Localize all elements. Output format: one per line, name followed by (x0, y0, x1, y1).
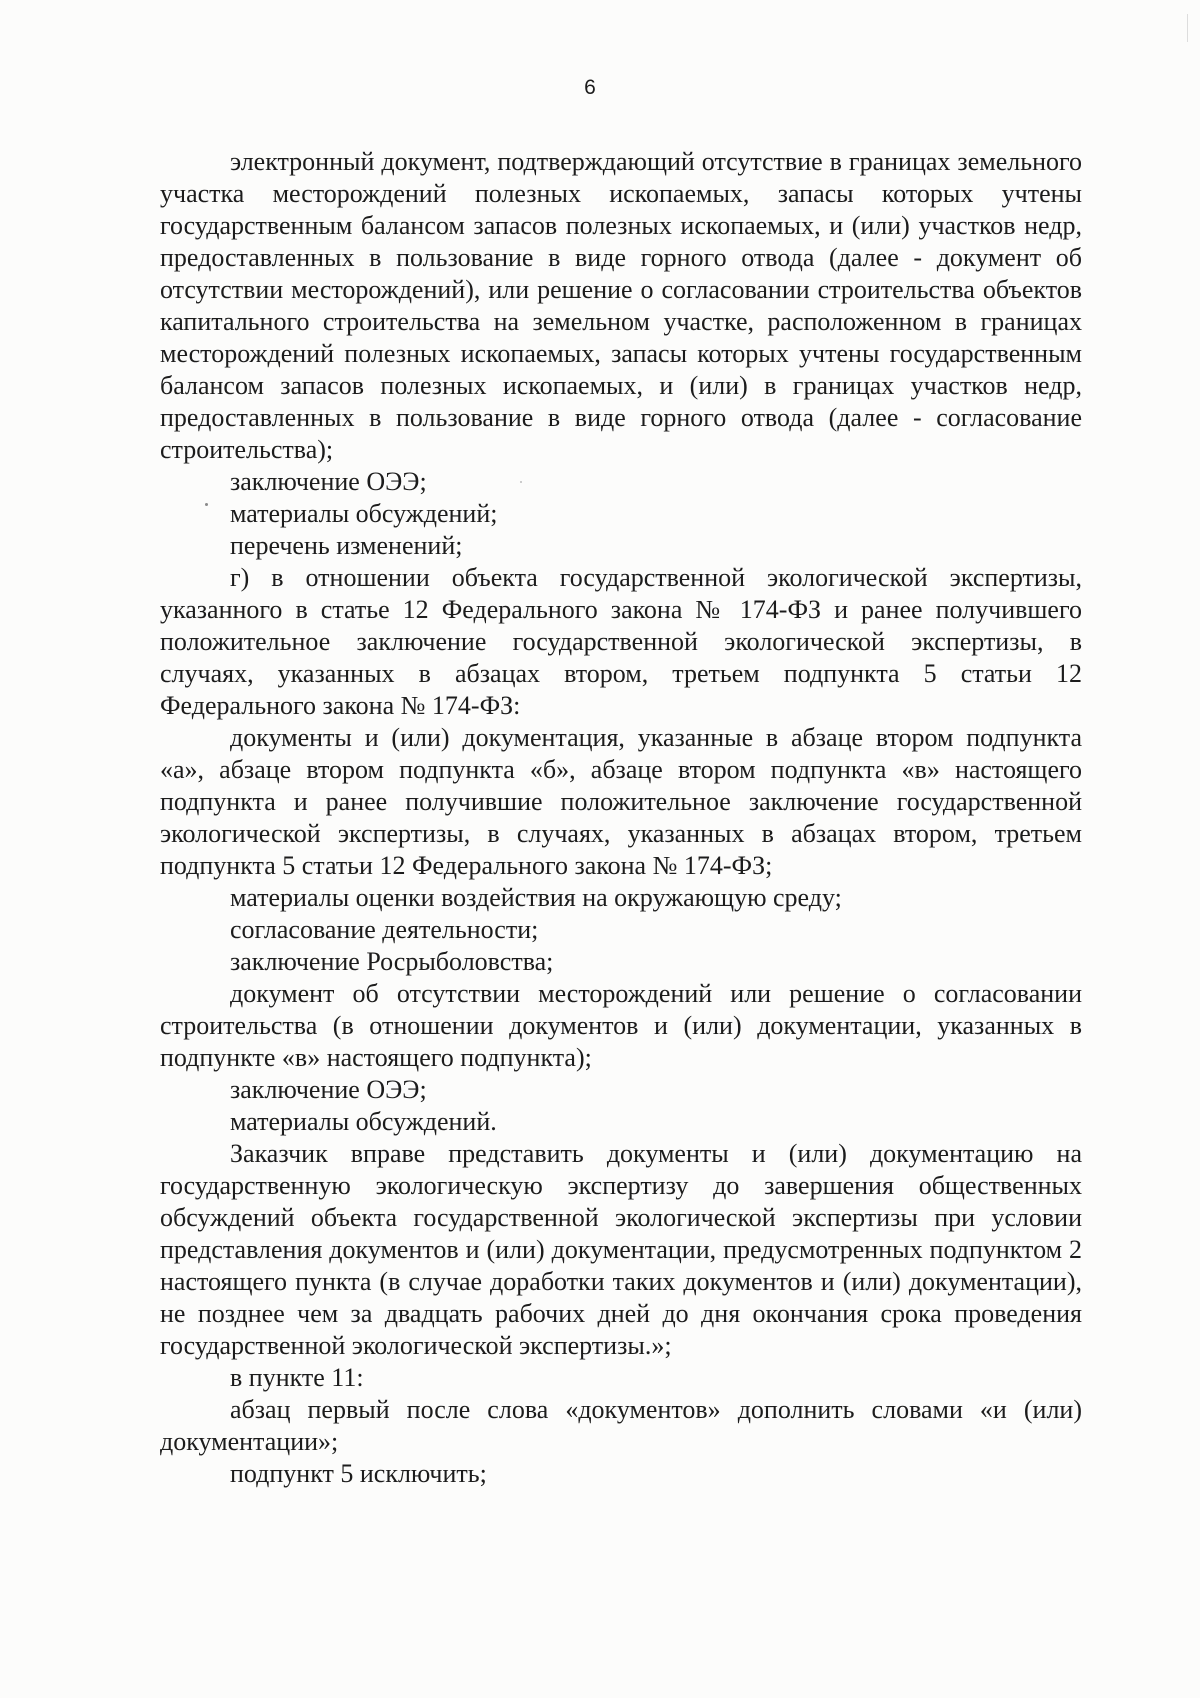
list-item-discussion-materials: материалы обсуждений; (230, 499, 498, 528)
paragraph-customer-right: Заказчик вправе представить документы и (или) документацию на государственную экологическую экспертизу до завершения общественных обсуждений объекта государственной экологической экспертизы при условии представления документов и (или) документации, предусмотренных подпунктом 2 настоящего пункта (в случае доработки таких документов и (или) документации), не позднее чем за двадцать рабочих дней до дня окончания срока проведения государственной экологической экспертизы.»; (160, 1139, 1082, 1360)
paragraph-documents-and-documentation: документы и (или) документация, указанные в абзаце втором подпункта «а», абзаце втором подпункта «б», абзаце втором подпункта «в» настоящего подпункта и ранее получившие положительное заключение государственной экологической экспертизы, в случаях, указанных в абзацах втором, третьем подпункта 5 статьи 12 Федерального закона № 174-ФЗ; (160, 723, 1082, 880)
paragraph-deposit-absence-document: документ об отсутствии месторождений или решение о согласовании строительства (в отношении документов и (или) документации, указанных в подпункте «в» настоящего подпункта); (160, 979, 1082, 1072)
paragraph-first-paragraph-amendment: абзац первый после слова «документов» дополнить словами «и (или) документации»; (160, 1395, 1082, 1456)
page-number: 6 (584, 76, 596, 99)
list-item-discussion-materials-2: материалы обсуждений. (230, 1107, 497, 1136)
list-item-impact-assessment: материалы оценки воздействия на окружающую среду; (230, 883, 842, 912)
paragraph-subpoint-5-exclusion: подпункт 5 исключить; (230, 1459, 487, 1488)
paragraph-subpoint-g: г) в отношении объекта государственной экологической экспертизы, указанного в статье 12 Федерального закона № 174-ФЗ и ранее получившего положительное заключение государственной экологической экспертизы, в случаях, указанных в абзацах втором, третьем подпункта 5 статьи 12 Федерального закона № 174-ФЗ: (160, 563, 1082, 720)
paragraph-clause-11: в пункте 11: (230, 1363, 364, 1392)
list-item-oee-conclusion: заключение ОЭЭ; (230, 467, 427, 496)
list-item-activity-approval: согласование деятельности; (230, 915, 539, 944)
list-item-changes-list: перечень изменений; (230, 531, 463, 560)
document-body (160, 146, 1082, 1490)
scan-edge-mark (1187, 14, 1188, 42)
paragraph-electronic-document: электронный документ, подтверждающий отсутствие в границах земельного участка месторождений полезных ископаемых, запасы которых учтены государственным балансом запасов полезных ископаемых, и (или) участков недр, предоставленных в пользование в виде горного отвода (далее - документ об отсутствии месторождений), или решение о согласовании строительства объектов капитального строительства на земельном участке, расположенном в границах месторождений полезных ископаемых, запасы которых учтены государственным балансом запасов полезных ископаемых, и (или) в границах участков недр, предоставленных в пользование в виде горного отвода (далее - согласование строительства); (160, 147, 1082, 464)
list-item-oee-conclusion-2: заключение ОЭЭ; (230, 1075, 427, 1104)
list-item-rosrybolovstvo-conclusion: заключение Росрыболовства; (230, 947, 554, 976)
